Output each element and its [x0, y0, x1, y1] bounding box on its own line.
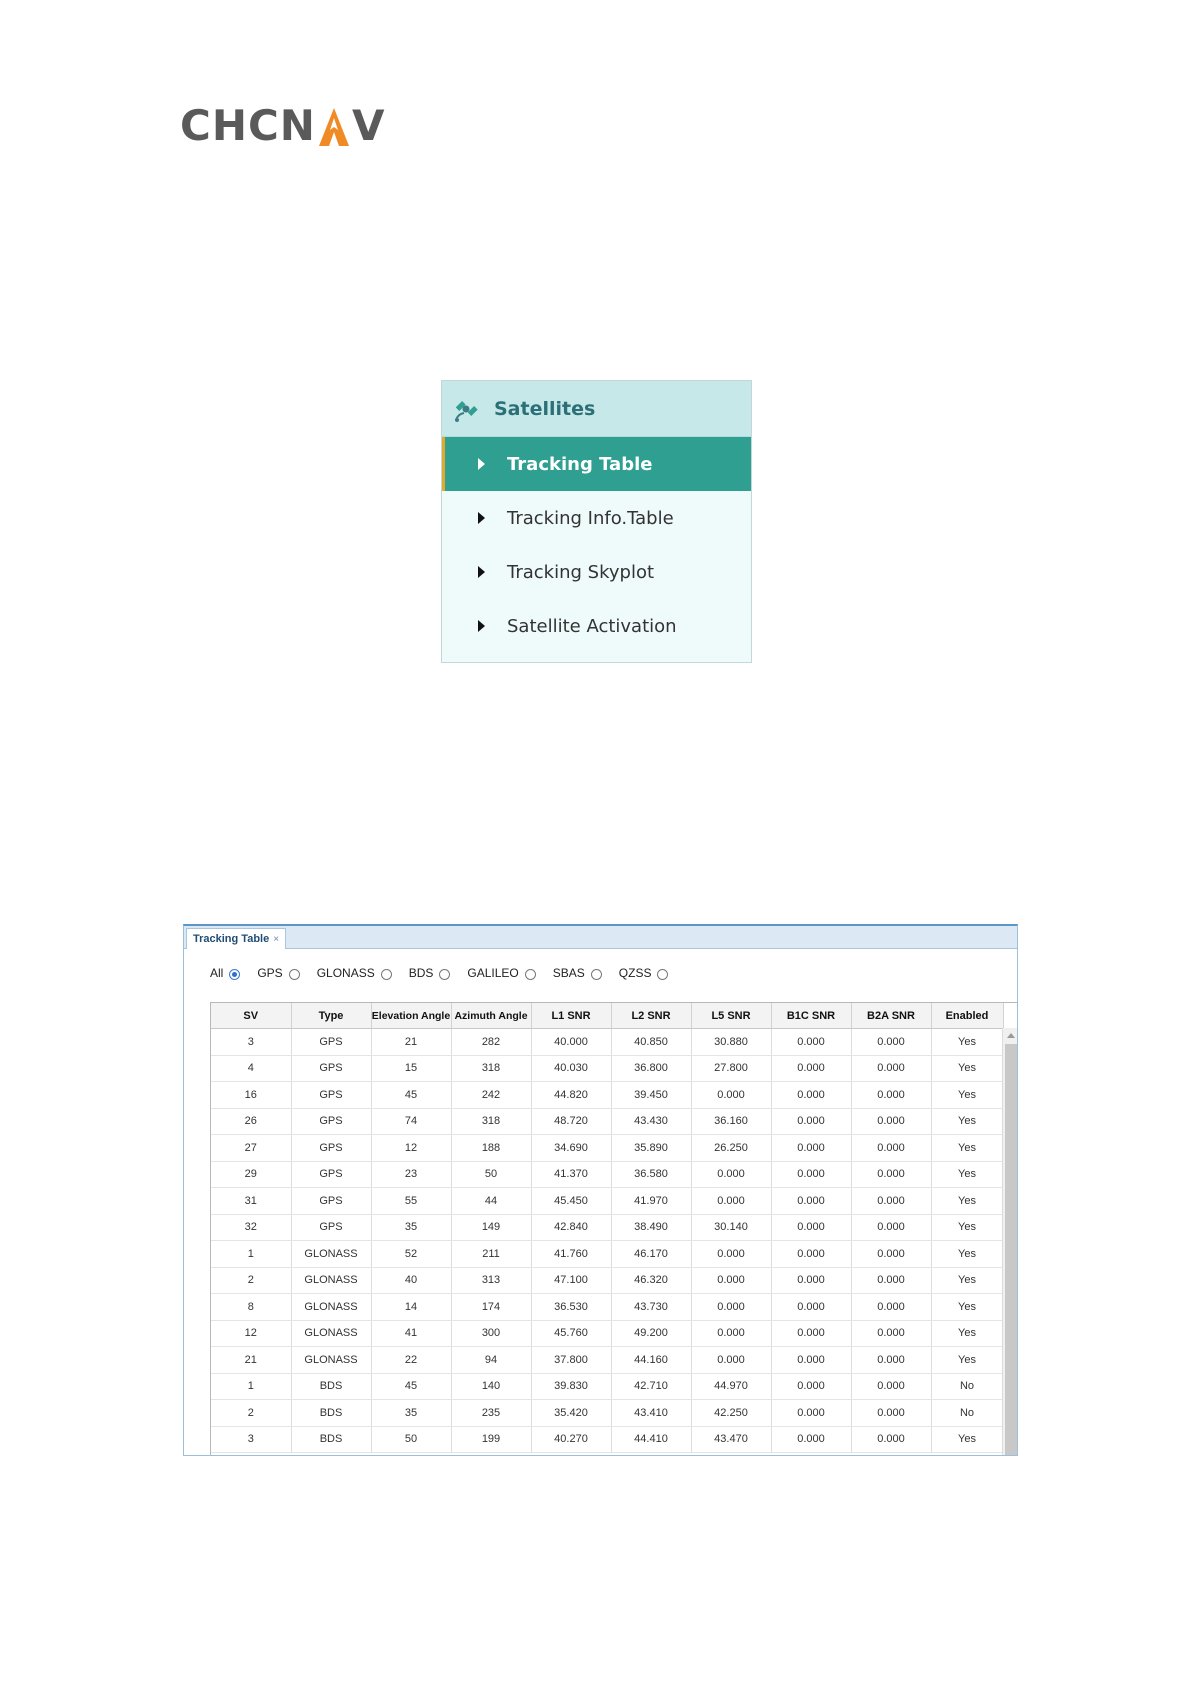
filter-bds[interactable] [409, 966, 451, 980]
cell-b2a-snr: 0.000 [851, 1347, 931, 1374]
cell-sv: 21 [211, 1347, 291, 1374]
menu-title: Satellites [494, 397, 596, 420]
cell-type: GPS [291, 1055, 371, 1082]
cell-b1c-snr: 0.000 [771, 1267, 851, 1294]
cell-elevation: 22 [371, 1347, 451, 1374]
cell-sv: 1 [211, 1241, 291, 1268]
filter-label: GLONASS [316, 966, 375, 980]
cell-sv: 8 [211, 1294, 291, 1321]
cell-elevation: 50 [371, 1426, 451, 1453]
cell-l1-snr: 36.530 [531, 1294, 611, 1321]
cell-enabled: Yes [931, 1161, 1003, 1188]
cell-l2-snr: 44.410 [611, 1426, 691, 1453]
cell-l1-snr: 45.760 [531, 1320, 611, 1347]
cell-l5-snr: 30.880 [691, 1029, 771, 1056]
cell-l5-snr: 26.250 [691, 1135, 771, 1162]
table-header-row [211, 1003, 1003, 1029]
cell-b1c-snr: 0.000 [771, 1055, 851, 1082]
cell-azimuth: 300 [451, 1320, 531, 1347]
cell-type: GLONASS [291, 1320, 371, 1347]
cell-b1c-snr: 0.000 [771, 1161, 851, 1188]
cell-b1c-snr: 0.000 [771, 1082, 851, 1109]
cell-b1c-snr: 0.000 [771, 1294, 851, 1321]
cell-b1c-snr: 0.000 [771, 1188, 851, 1215]
column-header-elevation-angle[interactable]: Elevation Angle [371, 1003, 451, 1029]
table-row[interactable] [211, 1188, 1003, 1215]
logo-text-left: CHCN [180, 101, 316, 150]
cell-type: GPS [291, 1188, 371, 1215]
cell-enabled: Yes [931, 1347, 1003, 1374]
menu-item-tracking-table[interactable] [442, 437, 751, 491]
cell-b2a-snr: 0.000 [851, 1135, 931, 1162]
cell-azimuth: 242 [451, 1082, 531, 1109]
table-body [211, 1029, 1003, 1453]
cell-l1-snr: 39.830 [531, 1373, 611, 1400]
radio-button[interactable] [229, 969, 240, 980]
cell-l5-snr: 0.000 [691, 1241, 771, 1268]
cell-l5-snr: 27.800 [691, 1055, 771, 1082]
menu-item-label: Tracking Skyplot [507, 561, 655, 583]
cell-azimuth: 140 [451, 1373, 531, 1400]
table-row[interactable] [211, 1029, 1003, 1056]
cell-azimuth: 211 [451, 1241, 531, 1268]
cell-l1-snr: 40.000 [531, 1029, 611, 1056]
filter-label: QZSS [618, 966, 652, 980]
column-header-l1-snr[interactable]: L1 SNR [531, 1003, 611, 1029]
table-row[interactable] [211, 1161, 1003, 1188]
cell-sv: 1 [211, 1373, 291, 1400]
cell-sv: 2 [211, 1267, 291, 1294]
filter-sbas[interactable] [553, 966, 602, 980]
cell-enabled: Yes [931, 1320, 1003, 1347]
cell-enabled: Yes [931, 1029, 1003, 1056]
cell-azimuth: 318 [451, 1055, 531, 1082]
cell-enabled: No [931, 1400, 1003, 1427]
cell-azimuth: 235 [451, 1400, 531, 1427]
menu-item-tracking-skyplot[interactable] [442, 545, 751, 599]
radio-button[interactable] [439, 969, 450, 980]
cell-type: GPS [291, 1135, 371, 1162]
cell-b2a-snr: 0.000 [851, 1267, 931, 1294]
cell-l5-snr: 0.000 [691, 1347, 771, 1374]
cell-type: GLONASS [291, 1267, 371, 1294]
logo-a-mark-icon [317, 104, 351, 148]
cell-l2-snr: 43.410 [611, 1400, 691, 1427]
cell-elevation: 12 [371, 1135, 451, 1162]
cell-b2a-snr: 0.000 [851, 1188, 931, 1215]
radio-button[interactable] [289, 969, 300, 980]
cell-b2a-snr: 0.000 [851, 1320, 931, 1347]
table-row[interactable] [211, 1241, 1003, 1268]
cell-elevation: 74 [371, 1108, 451, 1135]
cell-l5-snr: 0.000 [691, 1320, 771, 1347]
cell-sv: 4 [211, 1055, 291, 1082]
cell-enabled: Yes [931, 1241, 1003, 1268]
cell-elevation: 35 [371, 1214, 451, 1241]
table-row[interactable] [211, 1214, 1003, 1241]
cell-azimuth: 313 [451, 1267, 531, 1294]
table-row[interactable] [211, 1082, 1003, 1109]
cell-l2-snr: 38.490 [611, 1214, 691, 1241]
cell-l2-snr: 35.890 [611, 1135, 691, 1162]
cell-b2a-snr: 0.000 [851, 1294, 931, 1321]
table-row[interactable] [211, 1294, 1003, 1321]
cell-sv: 3 [211, 1426, 291, 1453]
cell-type: BDS [291, 1426, 371, 1453]
cell-l1-snr: 41.760 [531, 1241, 611, 1268]
cell-elevation: 23 [371, 1161, 451, 1188]
cell-type: GPS [291, 1214, 371, 1241]
cell-l1-snr: 37.800 [531, 1347, 611, 1374]
cell-enabled: Yes [931, 1426, 1003, 1453]
cell-l2-snr: 46.170 [611, 1241, 691, 1268]
cell-enabled: Yes [931, 1188, 1003, 1215]
cell-l5-snr: 43.470 [691, 1426, 771, 1453]
cell-l1-snr: 41.370 [531, 1161, 611, 1188]
cell-b2a-snr: 0.000 [851, 1029, 931, 1056]
cell-l5-snr: 0.000 [691, 1161, 771, 1188]
cell-elevation: 52 [371, 1241, 451, 1268]
column-header-b2a-snr[interactable]: B2A SNR [851, 1003, 931, 1029]
satellites-menu [441, 380, 752, 663]
cell-b1c-snr: 0.000 [771, 1029, 851, 1056]
cell-elevation: 45 [371, 1373, 451, 1400]
close-icon[interactable]: × [273, 933, 280, 945]
tab-bar [184, 926, 1017, 949]
tab-label: Tracking Table [193, 933, 270, 945]
cell-l5-snr: 0.000 [691, 1267, 771, 1294]
cell-l2-snr: 36.580 [611, 1161, 691, 1188]
filter-galileo[interactable] [467, 966, 535, 980]
cell-l2-snr: 42.710 [611, 1373, 691, 1400]
cell-l5-snr: 36.160 [691, 1108, 771, 1135]
cell-enabled: Yes [931, 1108, 1003, 1135]
cell-b2a-snr: 0.000 [851, 1161, 931, 1188]
cell-sv: 3 [211, 1029, 291, 1056]
menu-item-tracking-info-table[interactable] [442, 491, 751, 545]
cell-type: GPS [291, 1161, 371, 1188]
cell-l5-snr: 42.250 [691, 1400, 771, 1427]
cell-enabled: Yes [931, 1082, 1003, 1109]
caret-right-icon [478, 458, 485, 470]
menu-item-label: Tracking Table [507, 453, 653, 475]
cell-l2-snr: 40.850 [611, 1029, 691, 1056]
cell-l5-snr: 30.140 [691, 1214, 771, 1241]
radio-button[interactable] [381, 969, 392, 980]
cell-l2-snr: 43.730 [611, 1294, 691, 1321]
cell-b2a-snr: 0.000 [851, 1426, 931, 1453]
tab-tracking-table[interactable] [186, 928, 286, 949]
cell-sv: 32 [211, 1214, 291, 1241]
table-row[interactable] [211, 1267, 1003, 1294]
constellation-filter [210, 966, 685, 980]
cell-b1c-snr: 0.000 [771, 1214, 851, 1241]
filter-all[interactable] [210, 966, 240, 980]
cell-azimuth: 174 [451, 1294, 531, 1321]
table-row[interactable] [211, 1347, 1003, 1374]
cell-azimuth: 94 [451, 1347, 531, 1374]
cell-sv: 2 [211, 1400, 291, 1427]
menu-header[interactable] [442, 381, 751, 437]
cell-l1-snr: 42.840 [531, 1214, 611, 1241]
tracking-table-container [210, 1002, 1018, 1456]
cell-b1c-snr: 0.000 [771, 1241, 851, 1268]
cell-type: GLONASS [291, 1347, 371, 1374]
cell-b1c-snr: 0.000 [771, 1400, 851, 1427]
cell-l5-snr: 0.000 [691, 1294, 771, 1321]
cell-l1-snr: 34.690 [531, 1135, 611, 1162]
table-row[interactable] [211, 1055, 1003, 1082]
filter-label: SBAS [552, 966, 585, 980]
caret-right-icon [478, 566, 485, 578]
cell-l2-snr: 39.450 [611, 1082, 691, 1109]
cell-l2-snr: 36.800 [611, 1055, 691, 1082]
cell-type: GLONASS [291, 1294, 371, 1321]
cell-sv: 29 [211, 1161, 291, 1188]
filter-label: GALILEO [467, 966, 519, 980]
vertical-scrollbar[interactable] [1002, 1028, 1018, 1456]
cell-l2-snr: 49.200 [611, 1320, 691, 1347]
cell-type: BDS [291, 1400, 371, 1427]
radio-button[interactable] [657, 969, 668, 980]
table-row[interactable] [211, 1320, 1003, 1347]
cell-b2a-snr: 0.000 [851, 1400, 931, 1427]
chcnav-logo [180, 101, 386, 150]
cell-l5-snr: 44.970 [691, 1373, 771, 1400]
cell-b1c-snr: 0.000 [771, 1108, 851, 1135]
cell-l2-snr: 43.430 [611, 1108, 691, 1135]
cell-b2a-snr: 0.000 [851, 1082, 931, 1109]
cell-type: GPS [291, 1108, 371, 1135]
cell-enabled: Yes [931, 1135, 1003, 1162]
cell-elevation: 15 [371, 1055, 451, 1082]
column-header-l5-snr[interactable]: L5 SNR [691, 1003, 771, 1029]
filter-label: BDS [408, 966, 434, 980]
cell-sv: 27 [211, 1135, 291, 1162]
cell-elevation: 40 [371, 1267, 451, 1294]
cell-l2-snr: 41.970 [611, 1188, 691, 1215]
cell-azimuth: 199 [451, 1426, 531, 1453]
cell-b1c-snr: 0.000 [771, 1320, 851, 1347]
cell-azimuth: 282 [451, 1029, 531, 1056]
filter-label: GPS [257, 966, 283, 980]
column-header-type[interactable]: Type [291, 1003, 371, 1029]
column-header-b1c-snr[interactable]: B1C SNR [771, 1003, 851, 1029]
cell-l1-snr: 45.450 [531, 1188, 611, 1215]
tracking-table-panel [183, 924, 1018, 1456]
column-header-l2-snr[interactable]: L2 SNR [611, 1003, 691, 1029]
cell-l1-snr: 35.420 [531, 1400, 611, 1427]
cell-b2a-snr: 0.000 [851, 1241, 931, 1268]
cell-l1-snr: 40.030 [531, 1055, 611, 1082]
caret-right-icon [478, 512, 485, 524]
menu-item-label: Satellite Activation [507, 615, 677, 637]
cell-l1-snr: 40.270 [531, 1426, 611, 1453]
cell-enabled: Yes [931, 1267, 1003, 1294]
cell-l2-snr: 46.320 [611, 1267, 691, 1294]
cell-l1-snr: 48.720 [531, 1108, 611, 1135]
cell-l2-snr: 44.160 [611, 1347, 691, 1374]
scrollbar-thumb[interactable] [1005, 1044, 1017, 1456]
cell-azimuth: 44 [451, 1188, 531, 1215]
cell-b2a-snr: 0.000 [851, 1214, 931, 1241]
filter-gps[interactable] [257, 966, 299, 980]
table-row[interactable] [211, 1400, 1003, 1427]
filter-label: All [210, 966, 224, 980]
cell-elevation: 55 [371, 1188, 451, 1215]
menu-item-label: Tracking Info.Table [507, 507, 674, 529]
table-row[interactable] [211, 1135, 1003, 1162]
cell-sv: 26 [211, 1108, 291, 1135]
satellite-icon [452, 394, 482, 424]
cell-b1c-snr: 0.000 [771, 1347, 851, 1374]
cell-b1c-snr: 0.000 [771, 1135, 851, 1162]
cell-azimuth: 188 [451, 1135, 531, 1162]
cell-b2a-snr: 0.000 [851, 1108, 931, 1135]
radio-button[interactable] [591, 969, 602, 980]
cell-l1-snr: 47.100 [531, 1267, 611, 1294]
cell-type: GPS [291, 1082, 371, 1109]
filter-glonass[interactable] [317, 966, 392, 980]
cell-elevation: 14 [371, 1294, 451, 1321]
cell-b1c-snr: 0.000 [771, 1373, 851, 1400]
column-header-azimuth-angle[interactable]: Azimuth Angle [451, 1003, 531, 1029]
logo-text-right: V [351, 101, 386, 150]
cell-l5-snr: 0.000 [691, 1188, 771, 1215]
table-row[interactable] [211, 1373, 1003, 1400]
cell-azimuth: 50 [451, 1161, 531, 1188]
menu-item-satellite-activation[interactable] [442, 599, 751, 653]
column-header-enabled[interactable]: Enabled [931, 1003, 1003, 1029]
cell-elevation: 35 [371, 1400, 451, 1427]
cell-sv: 31 [211, 1188, 291, 1215]
cell-azimuth: 318 [451, 1108, 531, 1135]
scroll-up-icon[interactable] [1003, 1028, 1018, 1042]
cell-azimuth: 149 [451, 1214, 531, 1241]
cell-enabled: No [931, 1373, 1003, 1400]
cell-sv: 16 [211, 1082, 291, 1109]
cell-sv: 12 [211, 1320, 291, 1347]
caret-right-icon [478, 620, 485, 632]
filter-qzss[interactable] [619, 966, 669, 980]
cell-elevation: 41 [371, 1320, 451, 1347]
cell-enabled: Yes [931, 1294, 1003, 1321]
cell-type: GPS [291, 1029, 371, 1056]
table-row[interactable] [211, 1426, 1003, 1453]
cell-elevation: 21 [371, 1029, 451, 1056]
cell-b2a-snr: 0.000 [851, 1373, 931, 1400]
radio-button[interactable] [525, 969, 536, 980]
cell-l1-snr: 44.820 [531, 1082, 611, 1109]
table-row[interactable] [211, 1108, 1003, 1135]
cell-l5-snr: 0.000 [691, 1082, 771, 1109]
cell-type: BDS [291, 1373, 371, 1400]
cell-b2a-snr: 0.000 [851, 1055, 931, 1082]
cell-enabled: Yes [931, 1055, 1003, 1082]
cell-type: GLONASS [291, 1241, 371, 1268]
cell-enabled: Yes [931, 1214, 1003, 1241]
tracking-table [211, 1003, 1004, 1453]
cell-b1c-snr: 0.000 [771, 1426, 851, 1453]
cell-elevation: 45 [371, 1082, 451, 1109]
column-header-sv[interactable]: SV [211, 1003, 291, 1029]
